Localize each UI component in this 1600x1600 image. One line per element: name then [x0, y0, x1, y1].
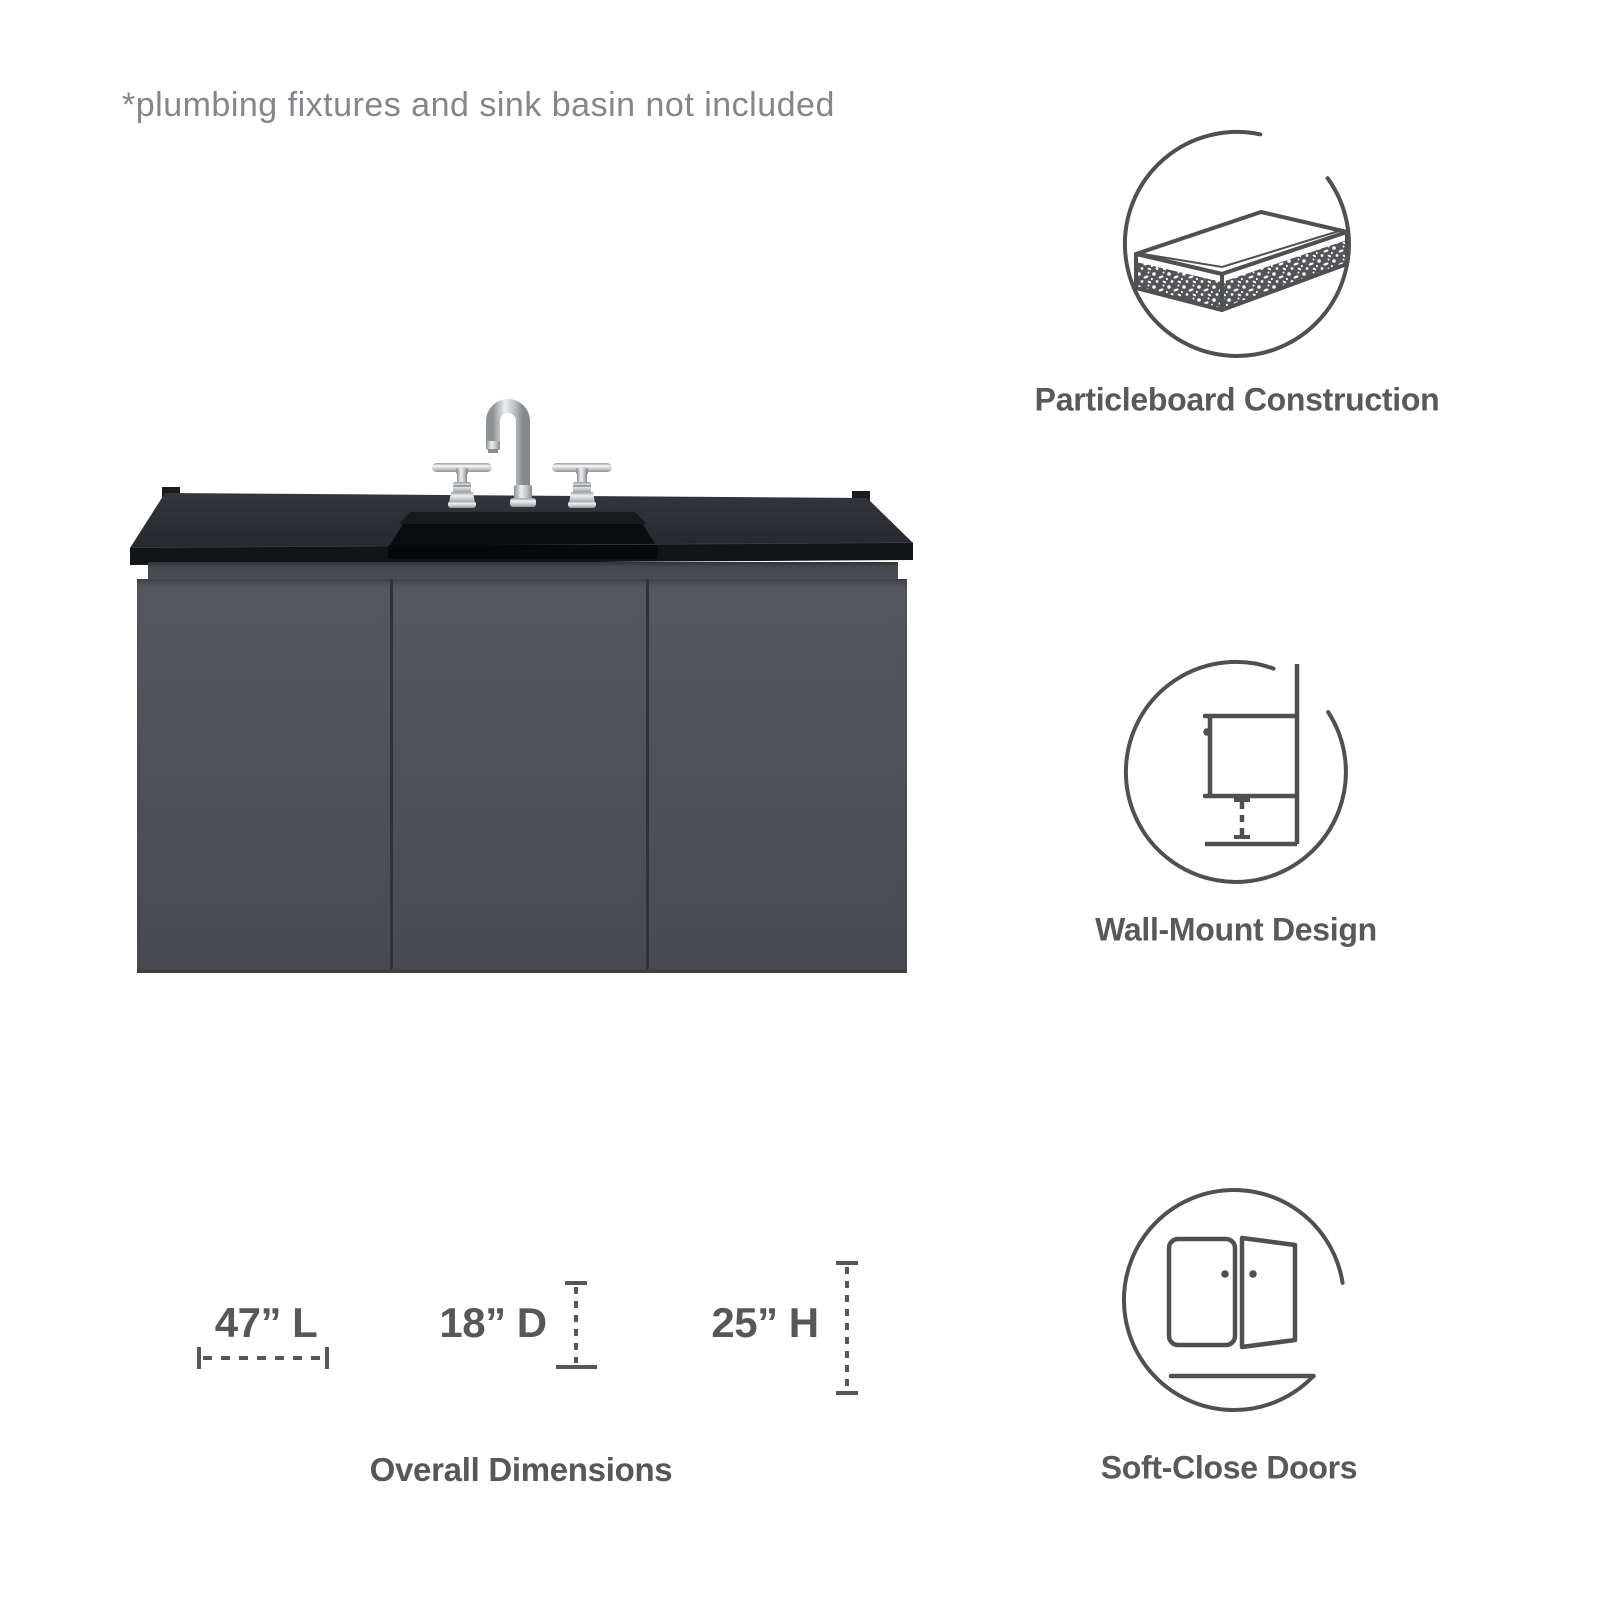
overall-dimensions-caption: Overall Dimensions [369, 1451, 673, 1488]
soft-close-doors-icon [1118, 1184, 1350, 1416]
feature-label-soft-close: Soft-Close Doors [1100, 1449, 1358, 1486]
door-gap-right [646, 579, 649, 969]
knob-dot [1221, 1270, 1229, 1278]
feature-label-wall-mount: Wall-Mount Design [1095, 911, 1377, 948]
dimension-depth-label: 18” D [439, 1299, 547, 1346]
wall-mount-icon [1120, 656, 1352, 888]
feature-label-particleboard: Particleboard Construction [1034, 381, 1440, 418]
dimension-height-label: 25” H [711, 1299, 819, 1346]
dimension-length-label: 47” L [214, 1299, 318, 1346]
faucet-handle-right [552, 463, 612, 508]
cabinet-top-rail [148, 562, 898, 579]
length-dimension-line [195, 1345, 335, 1371]
depth-dimension-line [550, 1277, 602, 1373]
knob-dot [1203, 728, 1211, 736]
door-gap-left [390, 579, 393, 969]
faucet-illustration [420, 380, 630, 520]
disclaimer-note: *plumbing fixtures and sink basin not included [122, 86, 835, 124]
faucet-spout [486, 406, 536, 507]
faucet-handle-left [432, 463, 492, 508]
height-dimension-line [822, 1257, 874, 1399]
sink-front-wall [388, 545, 658, 559]
particleboard-icon [1121, 128, 1353, 360]
knob-dot [1249, 1270, 1257, 1278]
cabinet-illustration [137, 579, 907, 973]
